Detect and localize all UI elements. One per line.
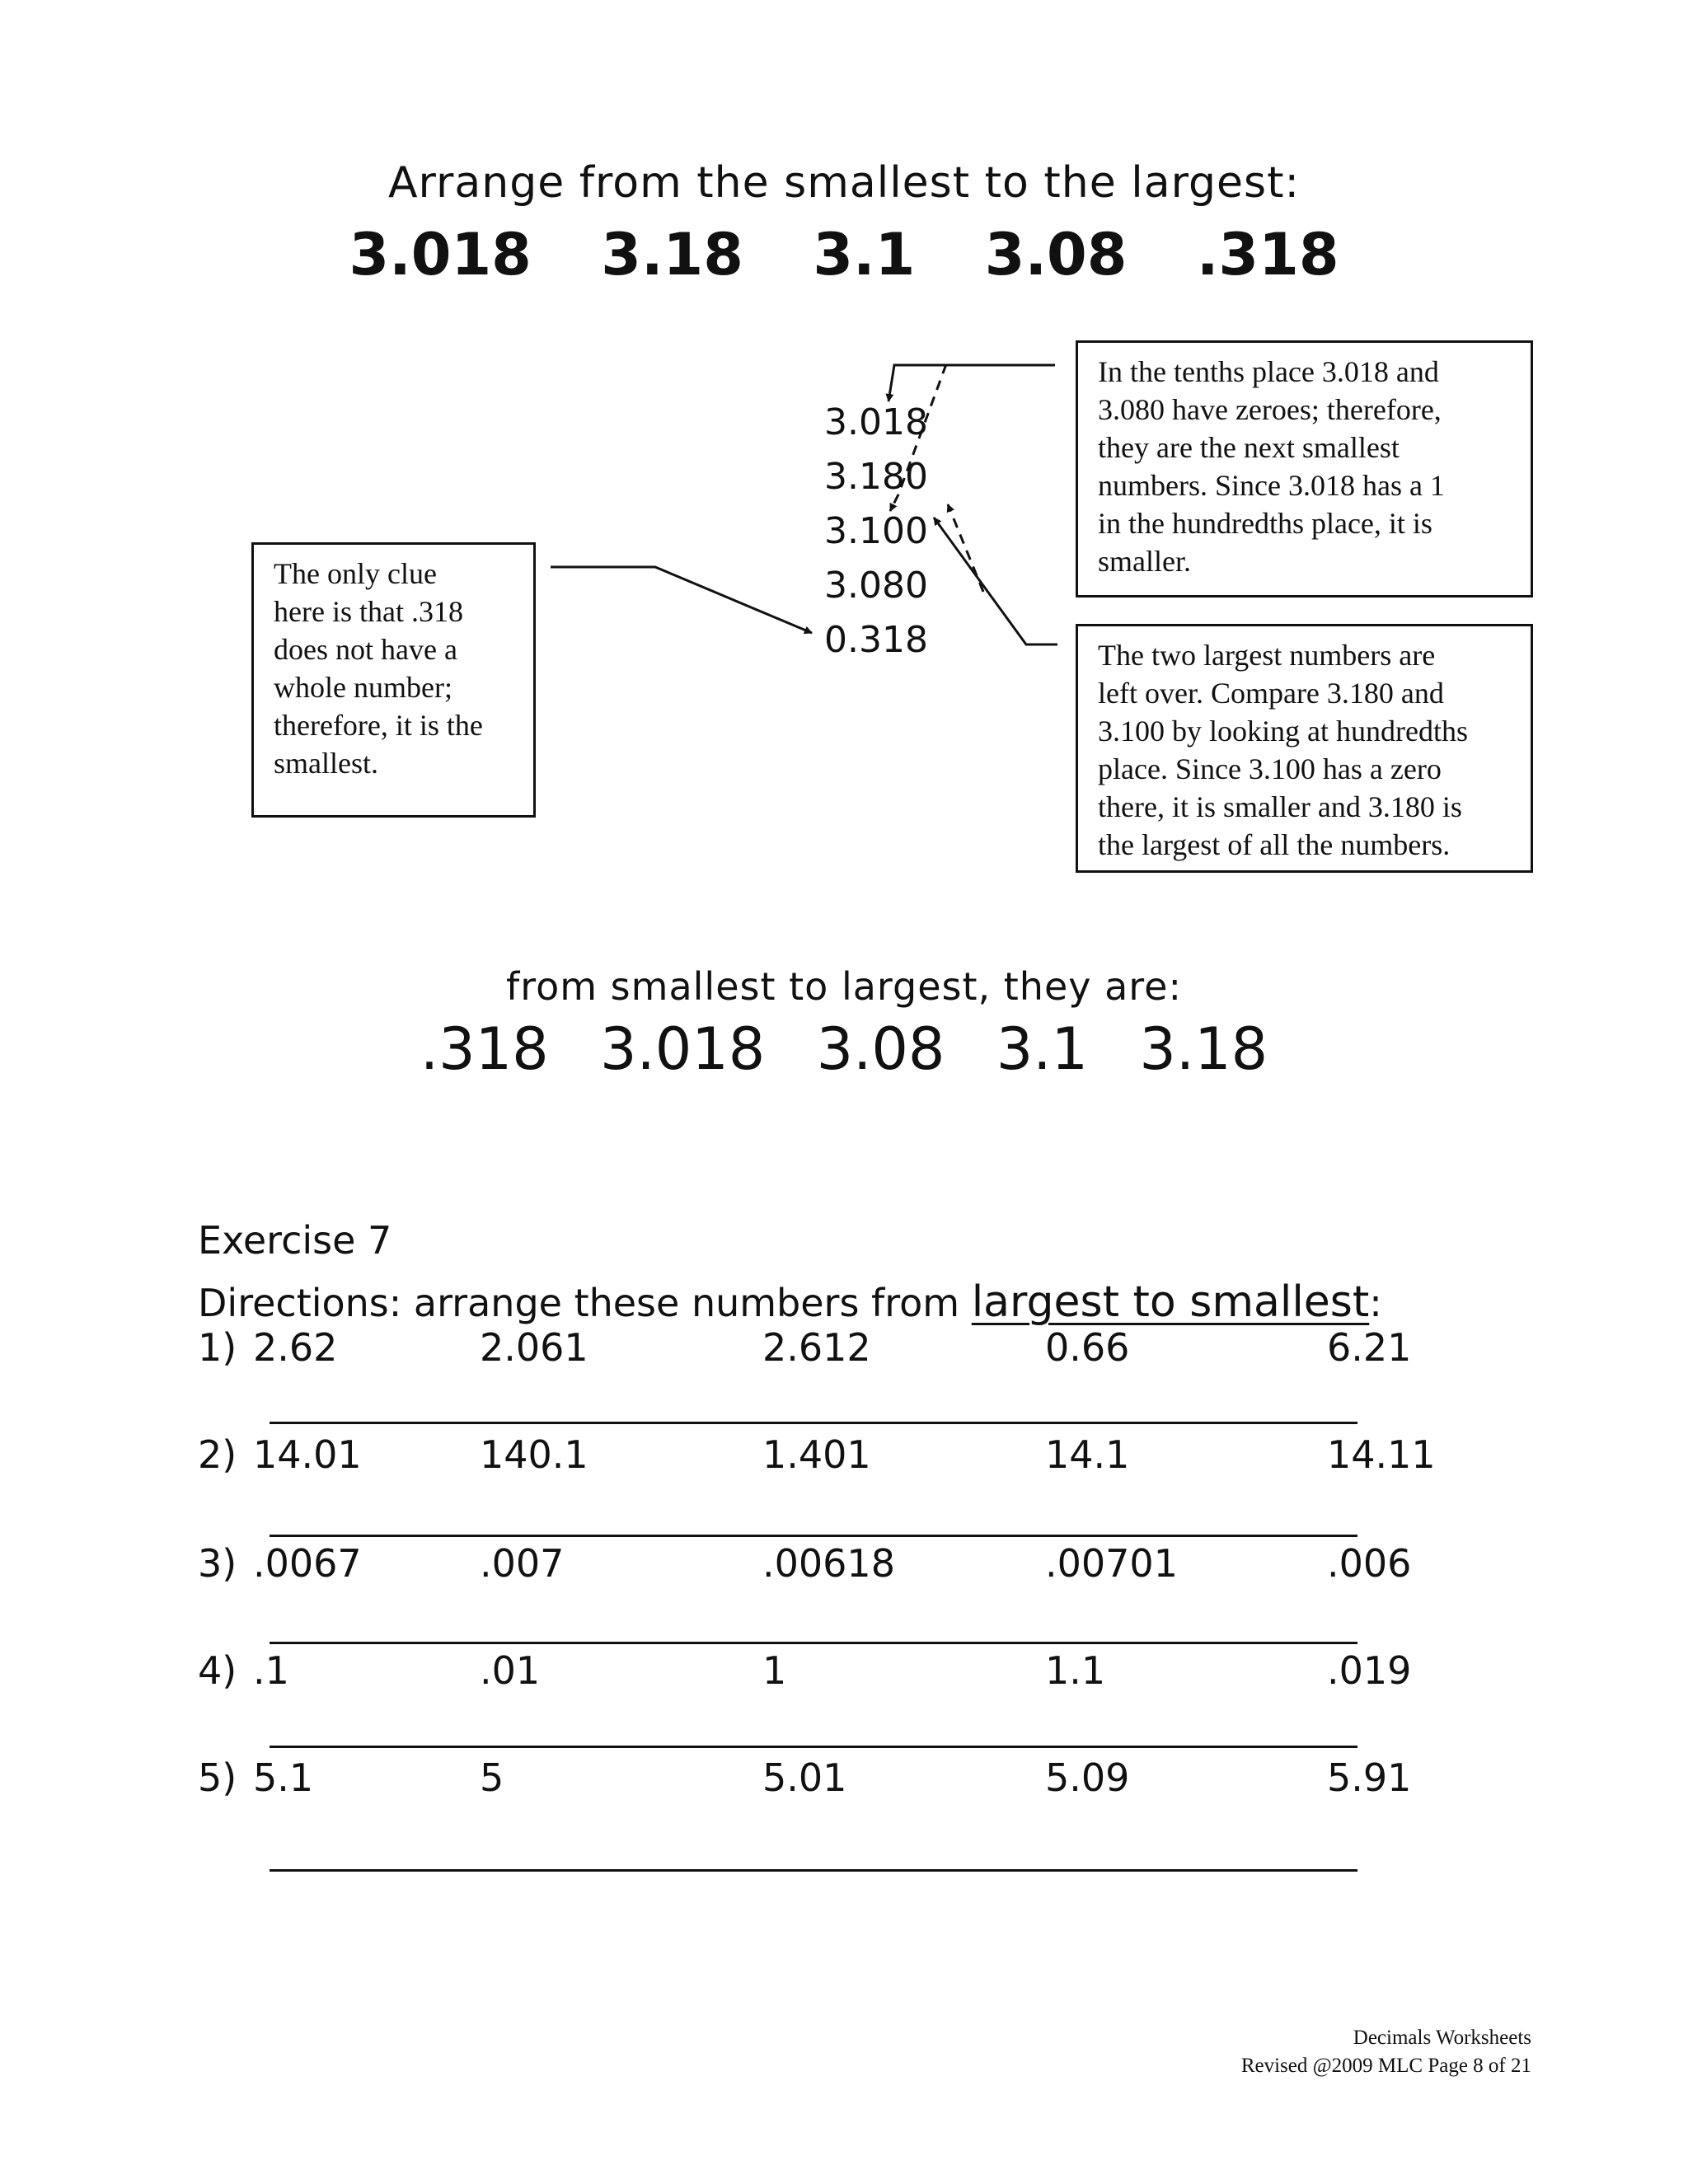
note-left: The only clue here is that .318 does not have a whole number; therefore, it is the smallest.	[251, 542, 536, 818]
problem-value: 14.1	[1045, 1432, 1130, 1477]
example-number: 3.1	[813, 221, 916, 288]
problem-number: 5)	[198, 1755, 237, 1800]
problem-value: 5.1	[253, 1755, 314, 1800]
problem-value: 6.21	[1327, 1325, 1412, 1370]
footer-title: Decimals Worksheets	[1353, 2027, 1531, 2049]
problem-value: .006	[1327, 1541, 1412, 1586]
problem-value: .00618	[762, 1541, 895, 1586]
problem-value: 2.62	[253, 1325, 338, 1370]
problem-value: 5.09	[1045, 1755, 1130, 1800]
arrow-bottom-note	[934, 518, 1057, 644]
problem-number: 3)	[198, 1541, 237, 1586]
problem-value: 140.1	[480, 1432, 588, 1477]
answer-line[interactable]	[270, 1535, 1357, 1537]
result-numbers	[0, 1015, 1688, 1083]
arrow-top-note	[889, 365, 1055, 401]
problem-number: 2)	[198, 1432, 237, 1477]
problem-value: .1	[253, 1648, 289, 1693]
dashed-arrow-3018-3080	[890, 364, 946, 511]
exercise-title: Exercise 7	[198, 1218, 392, 1263]
problem-value: .01	[480, 1648, 541, 1693]
result-label: from smallest to largest, they are:	[506, 964, 1182, 1009]
example-title: Arrange from the smallest to the largest:	[387, 158, 1301, 208]
directions-suffix: :	[1369, 1281, 1382, 1325]
problem-value: 1.401	[762, 1432, 871, 1477]
result-number: 3.18	[1139, 1015, 1268, 1083]
problem-value: 14.11	[1327, 1432, 1436, 1477]
example-number: .318	[1196, 221, 1339, 288]
problem-value: 2.061	[480, 1325, 588, 1370]
example-number: 3.08	[984, 221, 1128, 288]
stack-number: 3.100	[824, 510, 928, 552]
example-number: 3.018	[349, 221, 532, 288]
answer-line[interactable]	[270, 1422, 1357, 1424]
problem-number: 4)	[198, 1648, 237, 1693]
problem-number: 1)	[198, 1325, 237, 1370]
problem-value: .007	[480, 1541, 565, 1586]
problem-value: .019	[1327, 1648, 1412, 1693]
directions-emphasis: largest to smallest	[971, 1277, 1370, 1327]
problem-value: 14.01	[253, 1432, 362, 1477]
note-top-right: In the tenths place 3.018 and 3.080 have zeroes; therefore, they are the next smallest numbers. Since 3.018 has a 1 in the hundredths place, it is smaller.	[1076, 340, 1533, 598]
answer-line[interactable]	[270, 1642, 1357, 1644]
stack-number: 0.318	[824, 619, 928, 661]
problem-row	[0, 1432, 1688, 1490]
example-number: 3.18	[601, 221, 743, 288]
note-bottom-right: The two largest numbers are left over. Compare 3.180 and 3.100 by looking at hundredths place. Since 3.100 has a zero there, it is smaller and 3.180 is the largest of all the numbers.	[1076, 624, 1533, 873]
stack-number: 3.080	[824, 565, 928, 607]
problem-row	[0, 1541, 1688, 1599]
stack-number: 3.180	[824, 456, 928, 498]
result-number: 3.018	[599, 1015, 766, 1083]
problem-row	[0, 1755, 1688, 1813]
footer-page-info: Revised @2009 MLC Page 8 of 21	[1240, 2055, 1531, 2077]
result-number: .318	[420, 1015, 549, 1083]
problem-value: 5.01	[762, 1755, 847, 1800]
result-number: 3.1	[996, 1015, 1089, 1083]
directions-text: Directions: arrange these numbers from	[198, 1281, 972, 1325]
problem-value: 1	[762, 1648, 787, 1693]
arrow-left-note	[551, 567, 812, 633]
problem-row	[0, 1648, 1688, 1706]
problem-row	[0, 1325, 1688, 1383]
problem-value: 0.66	[1045, 1325, 1130, 1370]
problem-value: 5	[480, 1755, 504, 1800]
problem-value: 5.91	[1327, 1755, 1412, 1800]
exercise-directions	[198, 1277, 1382, 1327]
answer-line[interactable]	[270, 1746, 1357, 1748]
stack-number: 3.018	[824, 401, 928, 443]
problem-value: 2.612	[762, 1325, 871, 1370]
problem-value: .00701	[1045, 1541, 1178, 1586]
answer-line[interactable]	[270, 1869, 1357, 1872]
problem-value: 1.1	[1045, 1648, 1106, 1693]
result-number: 3.08	[816, 1015, 945, 1083]
problem-value: .0067	[253, 1541, 362, 1586]
